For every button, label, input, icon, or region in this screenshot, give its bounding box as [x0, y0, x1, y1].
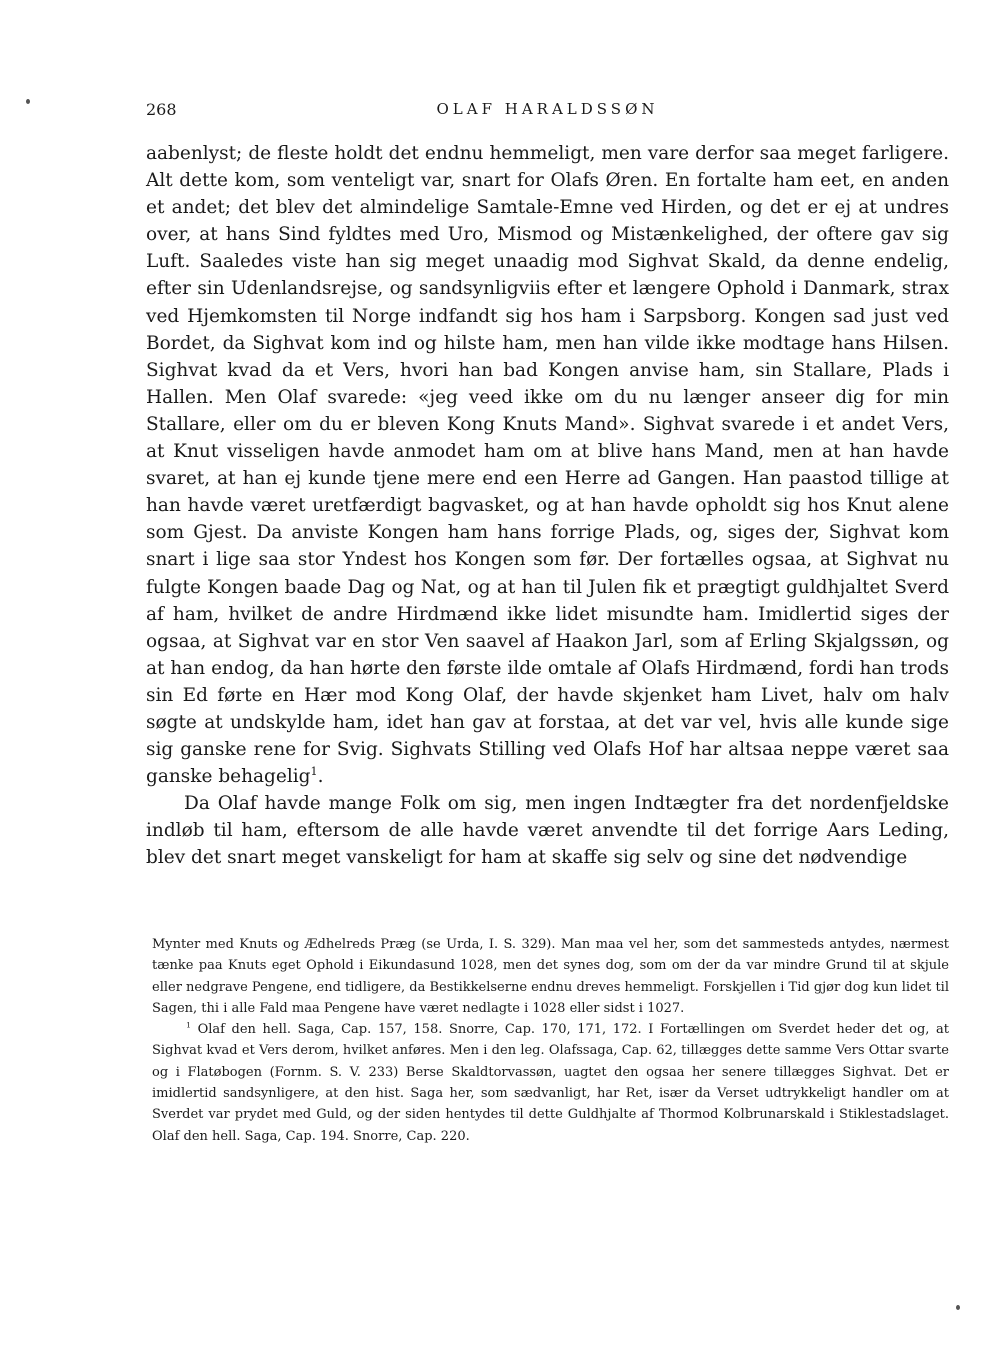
page-number: 268 — [146, 100, 177, 119]
paragraph — [146, 140, 949, 790]
scan-speck — [956, 1305, 960, 1310]
scan-speck — [26, 99, 30, 104]
footnotes — [152, 934, 949, 1147]
running-title: OLAF HARALDSSØN — [436, 100, 659, 118]
paragraph-text: aabenlyst; de fleste holdt det endnu hemmeligt, men vare derfor saa meget farligere. Alt dette kom, som venteligt var, snart for Olafs Øren. En fortalte ham eet, en anden et andet; det blev det almindelige Samtale-Emne ved Hirden, og det er ej at undres over, at hans Sind fyldtes med Uro, Mismod og Mistænkelighed, der oftere gav sig Luft. Saaledes viste han sig meget unaadig mod Sighvat Skald, da denne endelig, efter sin Udenlandsrejse, og sandsynligviis efter et længere Ophold i Danmark, strax ved Hjemkomsten til Norge indfandt sig hos ham i Sarpsborg. Kongen sad just ved Bordet, da Sighvat kom ind og hilste ham, men han vilde ikke modtage hans Hilsen. Sighvat kvad da et Vers, hvori han bad Kongen anvise ham, sin Stallare, Plads i Hallen. Men Olaf svarede: «jeg veed ikke om du nu længer anseer dig for min Stallare, eller om du er bleven Kong Knuts Mand». Sighvat svarede i et andet Vers, at Knut visseligen havde anmodet ham om at blive hans Mand, men at han havde svaret, at han ej kunde tjene mere end een Herre ad Gangen. Han paastod tillige at han havde været uretfærdigt bagvasket, og at han havde opholdt sig hos Knut alene som Gjest. Da anviste Kongen ham hans forrige Plads, og, siges der, Sighvat kom snart i lige saa stor Yndest hos Kongen som før. Der fortælles ogsaa, at Sighvat nu fulgte Kongen baade Dag og Nat, og at han til Julen fik et prægtigt guldhjaltet Sverd af ham, hvilket de andre Hirdmænd ikke lidet misundte ham. Imidlertid siges der ogsaa, at Sighvat var en stor Ven saavel af Haakon Jarl, som af Erling Skjalgssøn, og at han endog, da han hørte den første ilde omtale af Olafs Hirdmænd, fordi han trods sin Ed førte en Hær mod Kong Olaf, der havde skjenket ham Livet, halv om halv søgte at undskylde ham, idet han gav at forstaa, at det var vel, hvis alle kunde sige sig ganske rene for Svig. Sighvats Stilling ved Olafs Hof har altsaa neppe været saa ganske behagelig — [146, 143, 949, 788]
footnote-reference: 1 — [310, 765, 318, 778]
footnote-1 — [152, 1019, 949, 1147]
main-text — [146, 140, 949, 872]
page-header — [146, 100, 949, 122]
paragraph: Da Olaf havde mange Folk om sig, men ingen Indtægter fra det nordenfjeldske indløb til ham, eftersom de alle havde været anvendte til det forrige Aars Leding, blev det snart meget vanskeligt for ham at skaffe sig selv og sine det nødvendige — [146, 793, 949, 869]
footnote-continuation: Mynter med Knuts og Ædhelreds Præg (se Urda, I. S. 329). Man maa vel her, som det sammesteds antydes, nærmest tænke paa Knuts eget Ophold i Eikundasund 1028, men det synes dog, som om der da var mindre Grund til at skjule eller nedgrave Pengene, end tidligere, da Bestikkelserne endnu dreves hemmeligt. Forskjellen i Tid gjør dog kun lidet til Sagen, thi i alle Fald maa Pengene have været nedlagte i 1028 eller sidst i 1027. — [152, 937, 949, 1016]
footnote-text: Olaf den hell. Saga, Cap. 157, 158. Snorre, Cap. 170, 171, 172. I Fortællingen om Sverdet heder det og, at Sighvat kvad et Vers derom, hvilket anføres. Men i den leg. Olafssaga, Cap. 62, tillægges dette samme Vers Ottar svarte og i Flatøbogen (Fornm. S. V. 233) Berse Skaldtorvassøn, uagtet den ogsaa her senere tillægges Sighvat. Det er imidlertid sandsynligere, at den hist. Saga her, som sædvanligt, har Ret, især da Verset udtrykkeligt handler om at Sverdet var prydet med Guld, og der siden hentydes til dette Guldhjalte af Thormod Kolbrunarskald i Stiklestadslaget. Olaf den hell. Saga, Cap. 194. Snorre, Cap. 220. — [152, 1022, 949, 1144]
footnote-marker: 1 — [186, 1020, 191, 1030]
paragraph-end: . — [317, 766, 324, 788]
